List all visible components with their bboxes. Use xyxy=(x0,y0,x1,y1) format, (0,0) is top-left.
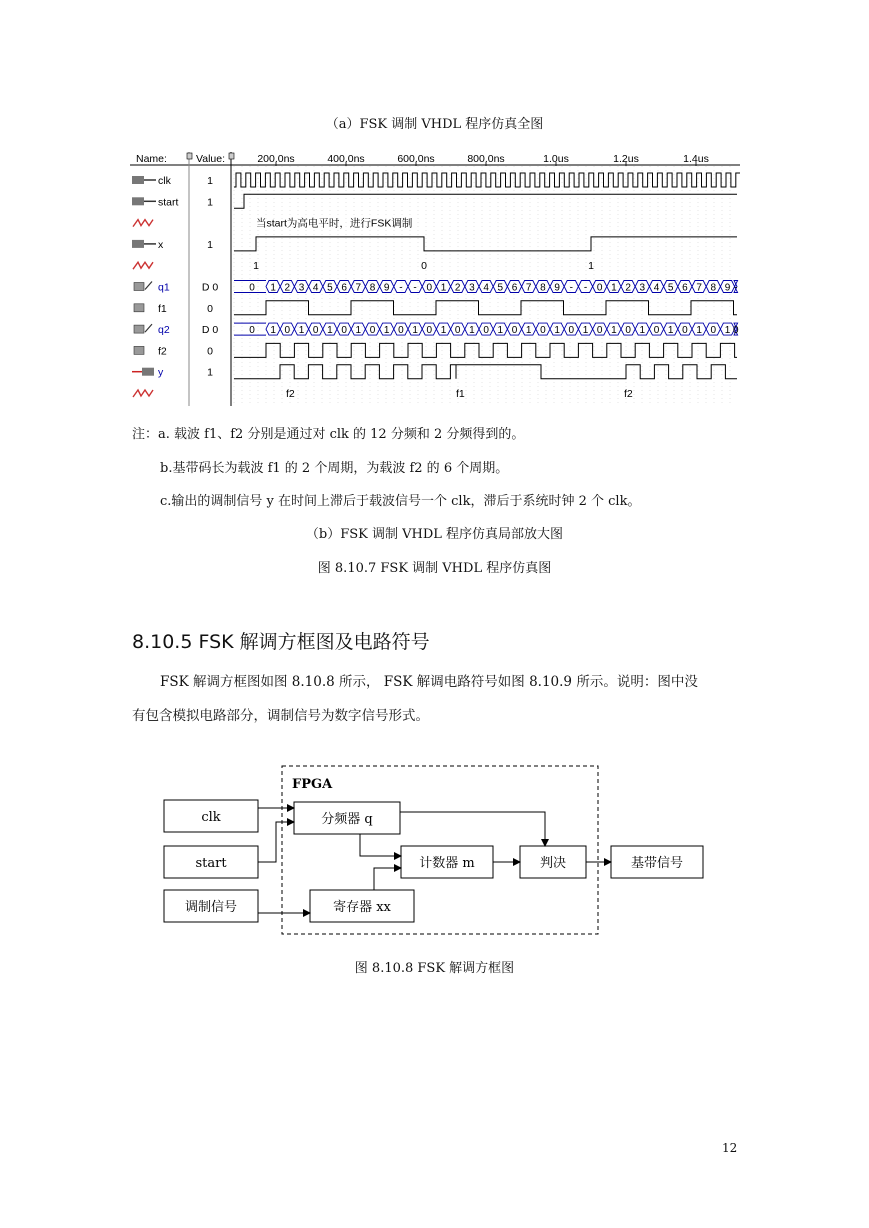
signal-name: f1 xyxy=(158,302,167,315)
svg-text:1: 1 xyxy=(440,325,447,337)
svg-text:7: 7 xyxy=(525,282,532,294)
start-annotation: 当start为高电平时，进行FSK调制 xyxy=(256,217,413,230)
svg-text:1: 1 xyxy=(582,325,589,337)
signal-value: 1 xyxy=(207,366,213,379)
svg-text:5: 5 xyxy=(327,282,333,294)
svg-text:8: 8 xyxy=(540,282,546,294)
time-tick: 600.0ns xyxy=(397,153,435,165)
paragraph-line-1: FSK 解调方框图如图 8.10.8 所示， FSK 解调电路符号如图 8.10.9 所示。说明：图中没 xyxy=(160,674,698,690)
output-pin-icon xyxy=(134,304,144,312)
output-pin-icon xyxy=(134,282,152,291)
signal-value: D 0 xyxy=(201,324,219,337)
svg-text:2: 2 xyxy=(454,282,461,294)
svg-text:3: 3 xyxy=(469,282,475,294)
caption-a: （a）FSK 调制 VHDL 程序仿真全图 xyxy=(325,117,544,132)
svg-text:2: 2 xyxy=(625,282,631,294)
signal-value: 1 xyxy=(207,196,213,209)
clk-wave xyxy=(234,173,740,187)
counter-block xyxy=(401,846,493,878)
time-tick: 800.0ns xyxy=(467,153,505,165)
svg-text:5: 5 xyxy=(667,282,674,294)
f2-wave xyxy=(234,343,737,357)
svg-text:0: 0 xyxy=(733,325,739,337)
svg-text:寄存器 xx: 寄存器 xx xyxy=(333,900,391,915)
svg-text:-: - xyxy=(413,282,417,294)
time-tick: 1.4us xyxy=(683,153,709,165)
x-level-label: 1 xyxy=(253,260,259,273)
start-block xyxy=(164,846,258,878)
svg-text:8: 8 xyxy=(369,282,376,294)
svg-text:0: 0 xyxy=(426,325,433,337)
svg-text:0: 0 xyxy=(312,325,319,337)
svg-text:0: 0 xyxy=(568,325,575,337)
svg-text:1: 1 xyxy=(412,325,418,337)
svg-text:1: 1 xyxy=(724,325,731,337)
svg-text:6: 6 xyxy=(682,282,688,294)
q2-start xyxy=(249,325,255,336)
signal-value: 0 xyxy=(207,302,213,315)
svg-text:1: 1 xyxy=(383,325,390,337)
svg-text:1: 1 xyxy=(696,325,702,337)
signal-name: y xyxy=(158,366,164,379)
svg-text:4: 4 xyxy=(483,282,489,294)
output-pin-icon xyxy=(132,368,154,376)
svg-text:分频器 q: 分频器 q xyxy=(321,812,373,827)
svg-text:0: 0 xyxy=(653,325,660,337)
section-heading: 8.10.5 FSK 解调方框图及电路符号 xyxy=(132,631,430,653)
y-carrier-label: f2 xyxy=(624,388,633,400)
svg-text:0: 0 xyxy=(249,282,255,294)
time-tick: 400.0ns xyxy=(327,153,365,165)
signal-name: f2 xyxy=(158,345,167,358)
svg-text:计数器 m: 计数器 m xyxy=(419,856,475,871)
signal-value: 1 xyxy=(207,238,213,251)
signal-value: D 0 xyxy=(201,281,219,294)
svg-text:3: 3 xyxy=(639,282,646,294)
waveform-simulation xyxy=(130,148,740,406)
q1-bus xyxy=(234,281,738,294)
svg-text:1: 1 xyxy=(525,325,532,337)
svg-text:0: 0 xyxy=(369,325,376,337)
svg-text:0: 0 xyxy=(249,325,255,337)
output-pin-icon xyxy=(134,324,152,333)
svg-text:4: 4 xyxy=(312,282,319,294)
svg-text:1: 1 xyxy=(611,282,617,294)
svg-text:0: 0 xyxy=(398,325,404,337)
note-c: c.输出的调制信号 y 在时间上滞后于载波信号一个 clk，滞后于系统时钟 2 个 clk。 xyxy=(160,494,641,509)
y-carrier-label: f1 xyxy=(456,388,465,400)
svg-text:0: 0 xyxy=(454,325,461,337)
svg-text:start: start xyxy=(195,856,227,871)
svg-text:调制信号: 调制信号 xyxy=(184,900,238,915)
divider-block xyxy=(294,802,400,834)
signal-name: x xyxy=(158,238,164,251)
page-number: 12 xyxy=(722,1141,738,1155)
decision-block xyxy=(520,846,586,878)
caption-b: （b）FSK 调制 VHDL 程序仿真局部放大图 xyxy=(305,527,564,542)
svg-text:1: 1 xyxy=(270,325,276,337)
svg-text:-: - xyxy=(734,282,738,294)
svg-text:0: 0 xyxy=(426,282,433,294)
svg-text:1: 1 xyxy=(355,325,362,337)
svg-text:9: 9 xyxy=(724,282,731,294)
svg-text:7: 7 xyxy=(696,282,702,294)
svg-text:5: 5 xyxy=(497,282,504,294)
fpga-label: FPGA xyxy=(292,777,333,792)
baseband-block xyxy=(611,846,703,878)
signal-name: start xyxy=(158,196,179,209)
signal-name: q2 xyxy=(158,324,170,337)
svg-text:1: 1 xyxy=(298,325,305,337)
input-pin-icon xyxy=(132,197,156,205)
svg-text:0: 0 xyxy=(483,325,489,337)
svg-text:1: 1 xyxy=(667,325,674,337)
register-block xyxy=(310,890,414,922)
time-tick: 1.2us xyxy=(613,153,639,165)
svg-text:6: 6 xyxy=(341,282,347,294)
svg-text:0: 0 xyxy=(625,325,631,337)
q2-bus xyxy=(234,323,739,336)
svg-text:判决: 判决 xyxy=(539,856,567,871)
svg-text:7: 7 xyxy=(355,282,362,294)
figure-caption: 图 8.10.7 FSK 调制 VHDL 程序仿真图 xyxy=(317,561,552,576)
paragraph-line-2: 有包含模拟电路部分，调制信号为数字信号形式。 xyxy=(132,708,429,724)
svg-text:1: 1 xyxy=(440,282,447,294)
svg-text:0: 0 xyxy=(682,325,688,337)
time-tick: 200.0ns xyxy=(257,153,295,165)
signal-value: 0 xyxy=(207,345,213,358)
mod-signal-block xyxy=(164,890,258,922)
annotation-icon xyxy=(133,390,153,397)
signal-name: q1 xyxy=(158,281,170,294)
svg-text:-: - xyxy=(399,282,403,294)
svg-text:1: 1 xyxy=(270,282,276,294)
block-caption: 图 8.10.8 FSK 解调方框图 xyxy=(354,961,515,976)
time-tick: 1.0us xyxy=(543,153,569,165)
note-b: b.基带码长为载波 f1 的 2 个周期，为载波 f2 的 6 个周期。 xyxy=(160,461,509,476)
svg-text:1: 1 xyxy=(554,325,560,337)
svg-text:9: 9 xyxy=(554,282,560,294)
svg-text:1: 1 xyxy=(497,325,504,337)
block-diagram xyxy=(160,760,710,940)
start-wave xyxy=(234,194,737,208)
signal-value: 1 xyxy=(207,175,213,187)
svg-text:3: 3 xyxy=(298,282,305,294)
svg-text:0: 0 xyxy=(540,325,546,337)
x-level-label: 1 xyxy=(588,260,594,273)
x-wave xyxy=(234,237,737,251)
clk-block xyxy=(164,800,258,832)
note-a: 注：a. 载波 f1、f2 分别是通过对 clk 的 12 分频和 2 分频得到的。 xyxy=(132,427,525,442)
waveform-name-header: Name: xyxy=(136,153,167,165)
svg-text:9: 9 xyxy=(383,282,390,294)
svg-text:2: 2 xyxy=(284,282,291,294)
waveform-value-header: Value: xyxy=(196,153,225,165)
input-pin-icon xyxy=(132,176,156,184)
f1-wave xyxy=(234,301,737,315)
svg-text:4: 4 xyxy=(653,282,660,294)
svg-text:-: - xyxy=(583,282,588,294)
svg-text:1: 1 xyxy=(611,325,617,337)
svg-text:0: 0 xyxy=(511,325,518,337)
svg-text:0: 0 xyxy=(341,325,347,337)
output-pin-icon xyxy=(134,346,144,354)
svg-text:0: 0 xyxy=(596,325,603,337)
input-pin-icon xyxy=(132,240,156,248)
annotation-icon xyxy=(133,220,153,227)
svg-text:0: 0 xyxy=(710,325,717,337)
svg-text:6: 6 xyxy=(511,282,518,294)
annotation-icon xyxy=(133,262,153,269)
svg-text:8: 8 xyxy=(710,282,717,294)
svg-text:1: 1 xyxy=(327,325,333,337)
svg-text:1: 1 xyxy=(469,325,475,337)
svg-text:0: 0 xyxy=(596,282,603,294)
x-level-label: 0 xyxy=(421,260,427,273)
signal-name: clk xyxy=(158,175,171,187)
svg-text:clk: clk xyxy=(201,810,221,825)
svg-text:-: - xyxy=(569,282,573,294)
svg-text:0: 0 xyxy=(284,325,291,337)
y-wave xyxy=(234,365,737,379)
q1-start xyxy=(249,283,255,294)
svg-text:1: 1 xyxy=(639,325,646,337)
svg-text:基带信号: 基带信号 xyxy=(630,856,684,871)
y-carrier-label: f2 xyxy=(286,388,295,400)
